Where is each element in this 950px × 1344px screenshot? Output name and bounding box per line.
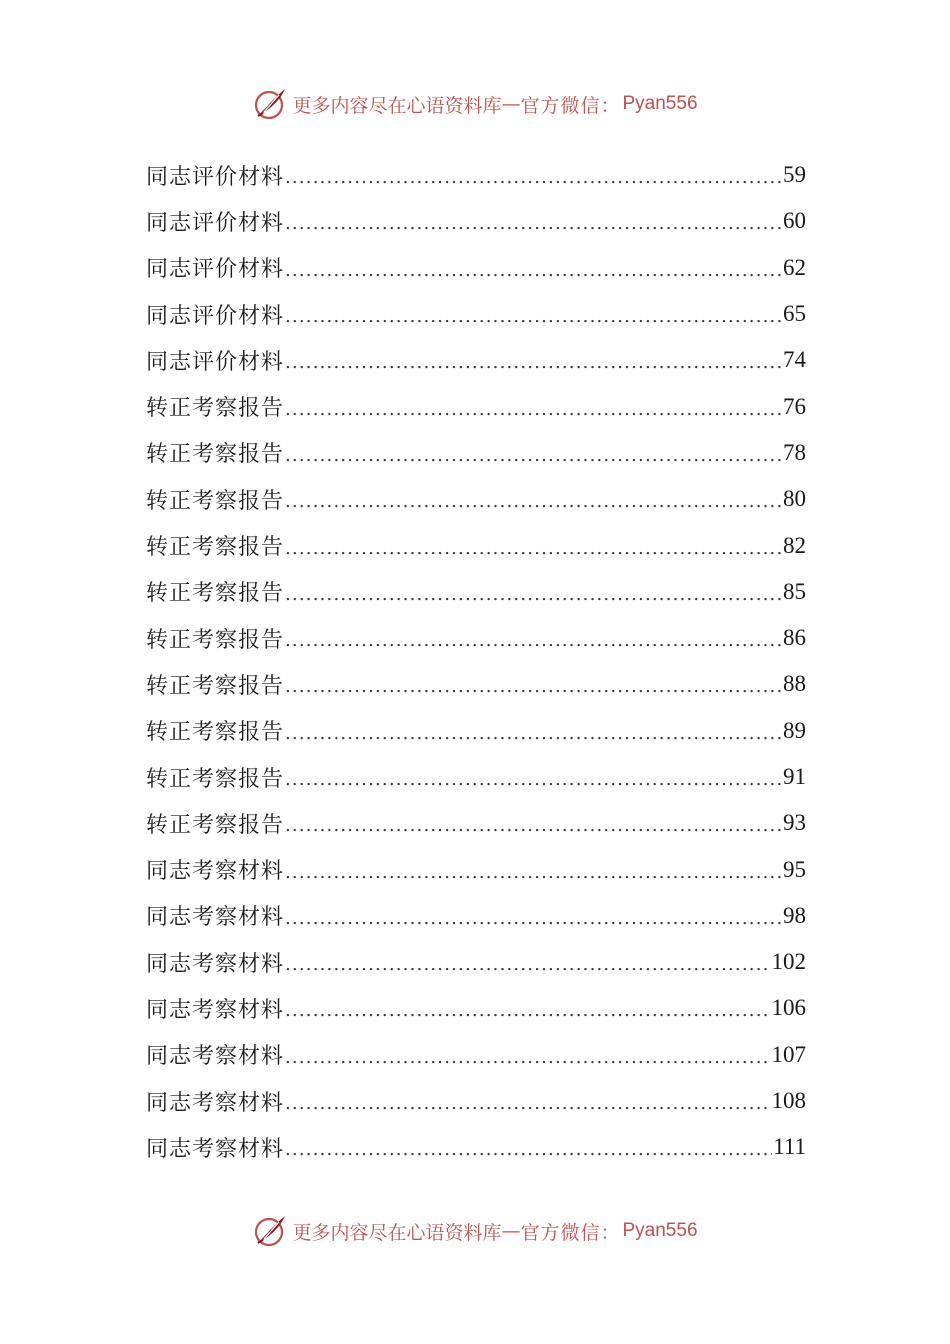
toc-dot-leader bbox=[285, 164, 782, 186]
toc-entry-page-number: 60 bbox=[783, 208, 806, 234]
toc-dot-leader bbox=[285, 303, 782, 325]
toc-entry-title: 转正考察报告 bbox=[146, 535, 285, 561]
footer-site-name: 更多内容尽在心语资料库 bbox=[292, 1221, 502, 1244]
toc-dot-leader bbox=[285, 210, 782, 232]
toc-dot-leader bbox=[285, 535, 782, 557]
table-of-contents bbox=[146, 152, 806, 1171]
footer-wechat-id: Pyan556 bbox=[622, 1220, 698, 1241]
toc-entry-page-number: 88 bbox=[783, 671, 806, 697]
toc-entry-page-number: 76 bbox=[783, 393, 806, 419]
toc-dot-leader bbox=[285, 627, 782, 649]
toc-dot-leader bbox=[285, 442, 782, 464]
toc-entry-page-number: 59 bbox=[783, 162, 806, 188]
toc-entry[interactable] bbox=[146, 893, 806, 939]
toc-entry-page-number: 93 bbox=[783, 810, 806, 836]
toc-dot-leader bbox=[285, 673, 782, 695]
toc-entry-title: 同志考察材料 bbox=[146, 997, 285, 1023]
footer-wechat-label: 官方微信： bbox=[520, 1221, 621, 1244]
toc-entry[interactable] bbox=[146, 1078, 806, 1124]
toc-entry-title: 同志考察材料 bbox=[146, 1044, 285, 1070]
toc-entry-title: 转正考察报告 bbox=[146, 766, 285, 792]
toc-entry[interactable] bbox=[146, 383, 806, 429]
toc-entry-title: 转正考察报告 bbox=[146, 396, 285, 422]
toc-entry-page-number: 102 bbox=[771, 949, 806, 975]
toc-entry[interactable] bbox=[146, 615, 806, 661]
toc-dot-leader bbox=[285, 1136, 772, 1158]
toc-dot-leader bbox=[285, 812, 782, 834]
toc-entry-title: 转正考察报告 bbox=[146, 812, 285, 838]
toc-dot-leader bbox=[285, 766, 782, 788]
header-site-name: 更多内容尽在心语资料库 bbox=[292, 94, 502, 117]
toc-entry-title: 同志评价材料 bbox=[146, 349, 285, 375]
toc-dot-leader bbox=[285, 257, 782, 279]
toc-entry-title: 同志考察材料 bbox=[146, 951, 285, 977]
toc-entry[interactable] bbox=[146, 569, 806, 615]
toc-entry[interactable] bbox=[146, 939, 806, 985]
toc-entry[interactable] bbox=[146, 291, 806, 337]
toc-dot-leader bbox=[285, 349, 782, 371]
toc-entry[interactable] bbox=[146, 198, 806, 244]
toc-entry-title: 同志评价材料 bbox=[146, 164, 285, 190]
toc-dot-leader bbox=[285, 951, 770, 973]
toc-entry-title: 转正考察报告 bbox=[146, 720, 285, 746]
toc-entry-page-number: 78 bbox=[783, 439, 806, 465]
footer-dash: — bbox=[501, 1220, 521, 1242]
header-dash: — bbox=[501, 93, 521, 115]
footer-banner bbox=[0, 1209, 950, 1253]
toc-entry-page-number: 74 bbox=[783, 347, 806, 373]
toc-entry-title: 转正考察报告 bbox=[146, 627, 285, 653]
toc-entry-page-number: 111 bbox=[773, 1134, 806, 1160]
quill-pen-logo-icon bbox=[252, 86, 288, 122]
toc-entry-title: 同志评价材料 bbox=[146, 210, 285, 236]
toc-entry[interactable] bbox=[146, 476, 806, 522]
toc-entry-page-number: 65 bbox=[783, 301, 806, 327]
toc-entry-page-number: 91 bbox=[783, 764, 806, 789]
header-wechat-id: Pyan556 bbox=[622, 93, 698, 114]
toc-dot-leader bbox=[285, 997, 770, 1019]
toc-entry[interactable] bbox=[146, 1032, 806, 1078]
toc-entry-page-number: 95 bbox=[783, 856, 806, 882]
toc-dot-leader bbox=[285, 396, 782, 418]
toc-entry-page-number: 98 bbox=[783, 902, 806, 928]
toc-entry-page-number: 108 bbox=[771, 1088, 806, 1114]
toc-dot-leader bbox=[285, 488, 782, 510]
toc-entry-page-number: 106 bbox=[771, 995, 806, 1021]
toc-dot-leader bbox=[285, 581, 782, 603]
toc-entry[interactable] bbox=[146, 661, 806, 707]
toc-entry-title: 同志评价材料 bbox=[146, 303, 285, 329]
toc-entry-title: 同志考察材料 bbox=[146, 905, 285, 931]
toc-entry-page-number: 82 bbox=[783, 532, 806, 558]
toc-entry-title: 转正考察报告 bbox=[146, 442, 285, 468]
toc-dot-leader bbox=[285, 859, 782, 881]
toc-entry-title: 转正考察报告 bbox=[146, 673, 285, 699]
toc-entry-title: 同志考察材料 bbox=[146, 1090, 285, 1116]
toc-entry[interactable] bbox=[146, 430, 806, 476]
toc-entry-page-number: 85 bbox=[783, 578, 806, 604]
toc-dot-leader bbox=[285, 905, 782, 927]
toc-entry-page-number: 89 bbox=[783, 717, 806, 743]
toc-entry[interactable] bbox=[146, 985, 806, 1031]
toc-entry-page-number: 80 bbox=[783, 486, 806, 512]
toc-entry[interactable] bbox=[146, 1124, 806, 1170]
toc-entry[interactable] bbox=[146, 754, 806, 800]
toc-entry-title: 同志考察材料 bbox=[146, 1136, 285, 1162]
toc-dot-leader bbox=[285, 720, 782, 742]
toc-entry[interactable] bbox=[146, 846, 806, 892]
toc-entry[interactable] bbox=[146, 800, 806, 846]
header-banner bbox=[0, 82, 950, 126]
toc-entry-title: 同志评价材料 bbox=[146, 257, 285, 283]
toc-entry[interactable] bbox=[146, 337, 806, 383]
toc-dot-leader bbox=[285, 1090, 770, 1112]
toc-entry[interactable] bbox=[146, 152, 806, 198]
toc-entry-title: 同志考察材料 bbox=[146, 859, 285, 885]
toc-entry-page-number: 86 bbox=[783, 625, 806, 651]
toc-entry[interactable] bbox=[146, 245, 806, 291]
quill-pen-logo-icon bbox=[252, 1213, 288, 1249]
toc-entry-page-number: 107 bbox=[771, 1041, 806, 1067]
toc-dot-leader bbox=[285, 1044, 770, 1066]
header-wechat-label: 官方微信： bbox=[520, 94, 621, 117]
toc-entry[interactable] bbox=[146, 522, 806, 568]
toc-entry-page-number: 62 bbox=[783, 254, 806, 280]
toc-entry-title: 转正考察报告 bbox=[146, 488, 285, 514]
toc-entry-title: 转正考察报告 bbox=[146, 581, 285, 607]
toc-entry[interactable] bbox=[146, 708, 806, 754]
